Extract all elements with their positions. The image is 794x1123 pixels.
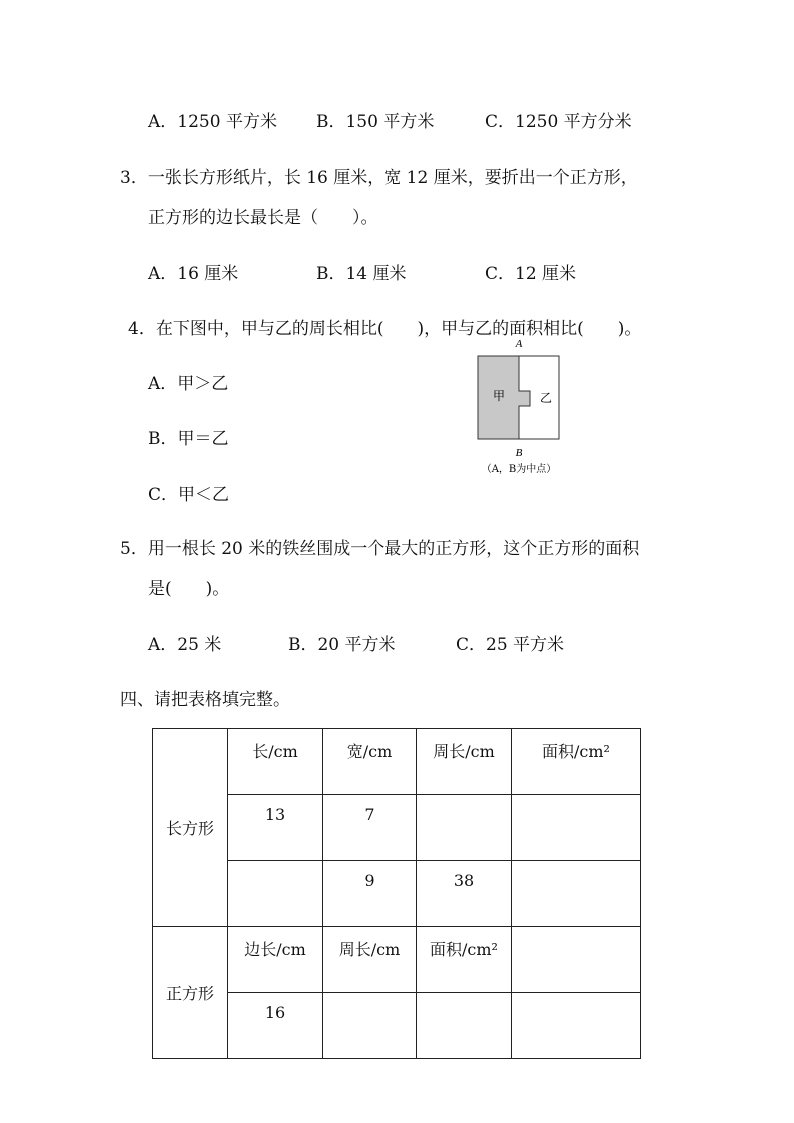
rect-header-width: 宽/cm xyxy=(323,729,417,795)
q2-option-c: C．1250 平方分米 xyxy=(485,112,632,132)
rect-cell-length-2[interactable] xyxy=(228,861,323,927)
figure-label-jia: 甲 xyxy=(492,389,506,403)
rect-cell-width-1[interactable]: 7 xyxy=(323,795,417,861)
rect-header-length: 长/cm xyxy=(228,729,323,795)
q2-option-b: B．150 平方米 xyxy=(316,112,435,132)
square-label: 正方形 xyxy=(153,927,228,1059)
rect-cell-perimeter-1[interactable] xyxy=(417,795,512,861)
q3-option-a: A．16 厘米 xyxy=(148,264,239,284)
table-row xyxy=(153,729,641,795)
rect-cell-length-1[interactable]: 13 xyxy=(228,795,323,861)
fill-in-table xyxy=(152,728,641,1059)
q5-option-b: B．20 平方米 xyxy=(288,635,396,655)
q5-option-a: A．25 米 xyxy=(148,635,222,655)
square-cell-empty[interactable] xyxy=(512,993,641,1059)
q2-option-a: A．1250 平方米 xyxy=(148,112,277,132)
square-header-side: 边长/cm xyxy=(228,927,323,993)
rect-cell-area-1[interactable] xyxy=(512,795,641,861)
section4-title: 四、请把表格填完整。 xyxy=(120,690,290,710)
rect-header-area: 面积/cm² xyxy=(512,729,641,795)
square-cell-side[interactable]: 16 xyxy=(228,993,323,1059)
square-cell-area[interactable] xyxy=(417,993,512,1059)
figure-label-b: B xyxy=(515,447,523,459)
q3-text-line1: 3．一张长方形纸片，长 16 厘米，宽 12 厘米，要折出一个正方形， xyxy=(120,168,638,188)
q3-option-b: B．14 厘米 xyxy=(316,264,407,284)
rect-cell-area-2[interactable] xyxy=(512,861,641,927)
rect-label: 长方形 xyxy=(153,729,228,927)
square-header-area: 面积/cm² xyxy=(417,927,512,993)
q3-option-c: C．12 厘米 xyxy=(485,264,577,284)
rect-cell-perimeter-2[interactable]: 38 xyxy=(417,861,512,927)
square-header-perimeter: 周长/cm xyxy=(323,927,417,993)
square-header-empty xyxy=(512,927,641,993)
rect-cell-width-2[interactable]: 9 xyxy=(323,861,417,927)
rect-header-perimeter: 周长/cm xyxy=(417,729,512,795)
q5-text-line2: 是( )。 xyxy=(148,579,230,599)
q4-option-a: A．甲＞乙 xyxy=(148,374,229,394)
q4-option-b: B．甲＝乙 xyxy=(148,429,229,449)
q4-figure xyxy=(466,336,586,486)
q5-option-c: C．25 平方米 xyxy=(456,635,565,655)
table-row xyxy=(153,927,641,993)
square-cell-perimeter[interactable] xyxy=(323,993,417,1059)
q5-text-line1: 5．用一根长 20 米的铁丝围成一个最大的正方形，这个正方形的面积 xyxy=(120,539,640,559)
figure-caption: （A，B为中点） xyxy=(481,464,557,475)
q4-text: 4．在下图中，甲与乙的周长相比( )，甲与乙的面积相比( )。 xyxy=(128,319,642,339)
q3-text-line2: 正方形的边长最长是（ ）。 xyxy=(148,208,378,228)
q4-option-c: C．甲＜乙 xyxy=(148,485,230,505)
figure-label-yi: 乙 xyxy=(539,391,553,405)
figure-label-a: A xyxy=(515,338,523,350)
